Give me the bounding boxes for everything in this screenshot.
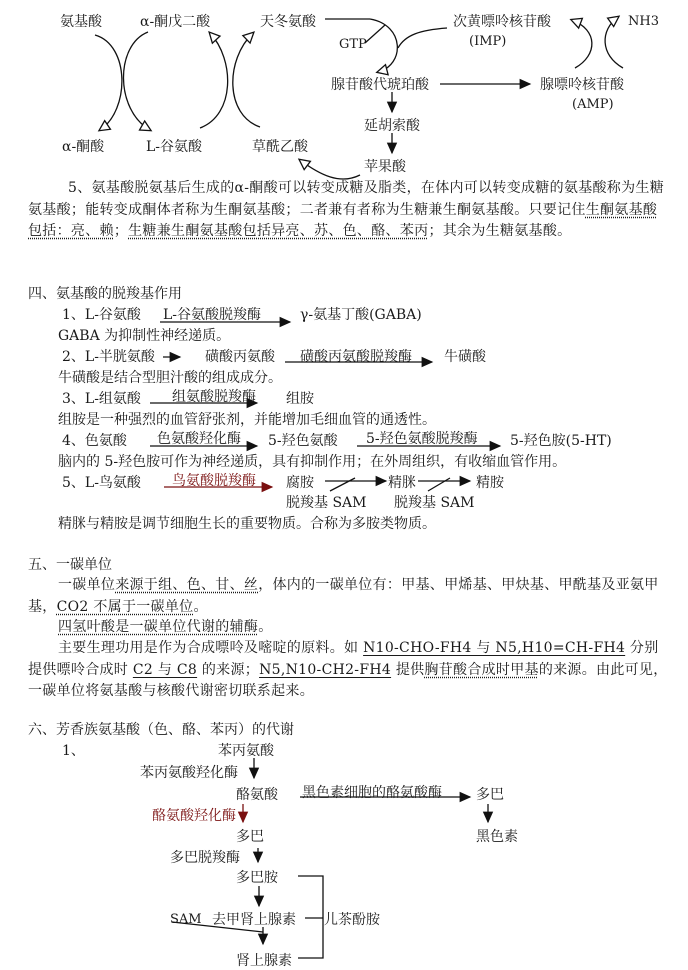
c2-c8: C2 与 C8 bbox=[132, 661, 198, 678]
item4-enzyme2: 5-羟色氨酸脱羧酶 bbox=[366, 431, 478, 447]
item1-note: GABA 为抑制性神经递质。 bbox=[58, 328, 231, 344]
item4-enzyme1: 色氨酸羟化酶 bbox=[157, 431, 241, 447]
dopa-decarboxylase: 多巴脱羧酶 bbox=[170, 850, 240, 866]
node-nh3: NH3 bbox=[628, 14, 659, 29]
onecarbon-paragraph-2 bbox=[28, 617, 668, 639]
glucogenic-ketogenic-paragraph bbox=[28, 178, 668, 243]
node-dopamine: 多巴胺 bbox=[236, 870, 278, 886]
item4-note: 脑内的 5-羟色胺可作为神经递质，具有抑制作用；在外周组织，有收缩血管作用。 bbox=[58, 454, 567, 470]
item5-cofactor2: 脱羧基 SAM bbox=[394, 495, 475, 511]
node-catecholamine: 儿茶酚胺 bbox=[324, 912, 380, 928]
node-aspartate: 天冬氨酸 bbox=[260, 14, 316, 30]
onecarbon-source: 来源于组、色、甘、丝 bbox=[115, 577, 259, 593]
node-phenylalanine: 苯丙氨酸 bbox=[218, 743, 274, 759]
thf-coenzyme: 四氢叶酸是一碳单位代谢的辅酶 bbox=[58, 619, 259, 635]
text: 的来源； bbox=[197, 661, 260, 678]
section-6-heading: 六、芳香族氨基酸（色、酪、苯丙）的代谢 bbox=[28, 722, 294, 738]
item1-label: 1、L-谷氨酸 bbox=[62, 307, 141, 323]
node-norepinephrine: 去甲肾上腺素 bbox=[212, 912, 296, 928]
node-dopa-right: 多巴 bbox=[476, 787, 504, 803]
node-oxaloacetate: 草酰乙酸 bbox=[252, 139, 308, 155]
node-imp-abbr: (IMP) bbox=[469, 34, 507, 49]
item2-note: 牛磺酸是结合型胆汁酸的组成成分。 bbox=[58, 370, 282, 386]
node-glutamate: L-谷氨酸 bbox=[146, 139, 203, 155]
separator: ； bbox=[113, 223, 129, 239]
paragraph-suffix: ；其余为生糖氨基酸。 bbox=[428, 223, 572, 239]
item5-enzyme: 鸟氨酸脱羧酶 bbox=[172, 473, 256, 489]
text: 的来源。由此可见，一碳单位将氨基酸与核酸代谢密切联系起来。 bbox=[28, 661, 668, 699]
item2-label: 2、L-半胱氨酸 bbox=[62, 349, 155, 365]
item3-note: 组胺是一种强烈的血管舒张剂，并能增加毛细血管的通透性。 bbox=[58, 412, 436, 428]
paragraph-prefix: 5、氨基酸脱氨基后生成的α-酮酸可以转变成糖及脂类，在体内可以转变成糖的氨基酸称为生糖氨基酸；能转变成酮体者称为生酮氨基酸；二者兼有者称为生糖兼生酮氨基酸。只要记住 bbox=[28, 180, 664, 218]
item3-enzyme: 组氨酸脱羧酶 bbox=[172, 389, 256, 405]
item5-label: 5、L-鸟氨酸 bbox=[62, 475, 141, 491]
co2-note: CO2 不属于一碳单位 bbox=[56, 598, 194, 615]
node-melanin: 黑色素 bbox=[476, 829, 518, 845]
item5-cofactor1: 脱羧基 SAM bbox=[286, 495, 367, 511]
node-amp-abbr: (AMP) bbox=[572, 97, 614, 112]
text: 分别提供嘌呤合成时 bbox=[28, 640, 659, 678]
section-4-heading: 四、氨基酸的脱羧基作用 bbox=[28, 286, 182, 302]
item2-enzyme: 磺酸丙氨酸脱羧酶 bbox=[300, 349, 412, 365]
node-dopa: 多巴 bbox=[236, 829, 264, 845]
node-sam: SAM bbox=[170, 912, 202, 927]
ketogenic-list: 生酮氨基酸包括：亮、赖 bbox=[28, 201, 658, 239]
thymidylate-methyl: 胸苷酸合成时甲基 bbox=[424, 661, 539, 678]
melanocyte-tyrosinase: 黑色素细胞的酪氨酸酶 bbox=[302, 785, 442, 801]
section-onecarbon-heading: 五、一碳单位 bbox=[28, 557, 112, 573]
item3-label: 3、L-组氨酸 bbox=[62, 391, 141, 407]
item4-label: 4、色氨酸 bbox=[62, 433, 127, 449]
node-fumarate: 延胡索酸 bbox=[364, 118, 420, 134]
node-adenylosuccinate: 腺苷酸代琥珀酸 bbox=[331, 77, 429, 93]
formula-2: N5,N10-CH2-FH4 bbox=[259, 661, 392, 678]
item5-spermidine: 精脒 bbox=[388, 475, 416, 491]
text: 一碳单位 bbox=[58, 577, 116, 593]
glucogenic-ketogenic-list: 生糖兼生酮氨基酸包括异亮、苏、色、酪、苯丙 bbox=[128, 223, 429, 239]
node-alpha-ketoglutarate: α-酮戊二酸 bbox=[140, 14, 211, 30]
onecarbon-paragraph-3 bbox=[28, 638, 668, 703]
item2-intermediate: 磺酸丙氨酸 bbox=[205, 349, 275, 365]
tyr-hydroxylase: 酪氨酸羟化酶 bbox=[152, 808, 236, 824]
item1-product: γ-氨基丁酸(GABA) bbox=[300, 307, 422, 323]
text: 主要生理功用是作为合成嘌呤及嘧啶的原料。如 bbox=[58, 640, 364, 656]
node-malate: 苹果酸 bbox=[364, 159, 406, 175]
text: 。 bbox=[258, 619, 273, 635]
onecarbon-paragraph-1 bbox=[28, 575, 668, 618]
node-gtp: GTP bbox=[339, 37, 367, 52]
text: 。 bbox=[193, 598, 208, 615]
item4-product: 5-羟色胺(5-HT) bbox=[510, 433, 612, 449]
node-amp-name: 腺嘌呤核苷酸 bbox=[540, 77, 624, 93]
section6-item-label: 1、 bbox=[62, 743, 85, 759]
node-amino-acid: 氨基酸 bbox=[60, 14, 102, 30]
item5-spermine: 精胺 bbox=[476, 475, 504, 491]
node-epinephrine: 肾上腺素 bbox=[236, 953, 292, 969]
node-alpha-keto-acid: α-酮酸 bbox=[62, 139, 105, 155]
node-tyrosine: 酪氨酸 bbox=[236, 787, 278, 803]
formula-1: N10-CHO-FH4 与 N5,H10=CH-FH4 bbox=[363, 640, 626, 656]
phe-hydroxylase: 苯丙氨酸羟化酶 bbox=[140, 765, 238, 781]
item2-product: 牛磺酸 bbox=[444, 349, 486, 365]
item1-enzyme: L-谷氨酸脱羧酶 bbox=[163, 307, 262, 323]
item3-product: 组胺 bbox=[286, 391, 314, 407]
item5-putrescine: 腐胺 bbox=[286, 475, 314, 491]
item5-note: 精脒与精胺是调节细胞生长的重要物质。合称为多胺类物质。 bbox=[58, 516, 436, 532]
item4-intermediate: 5-羟色氨酸 bbox=[268, 433, 338, 449]
text: ，体内的一碳单位有：甲基、甲烯基、甲炔基、甲酰基及亚氨甲基， bbox=[28, 577, 659, 615]
node-imp-name: 次黄嘌呤核苷酸 bbox=[453, 14, 551, 30]
text: 提供 bbox=[391, 661, 425, 678]
